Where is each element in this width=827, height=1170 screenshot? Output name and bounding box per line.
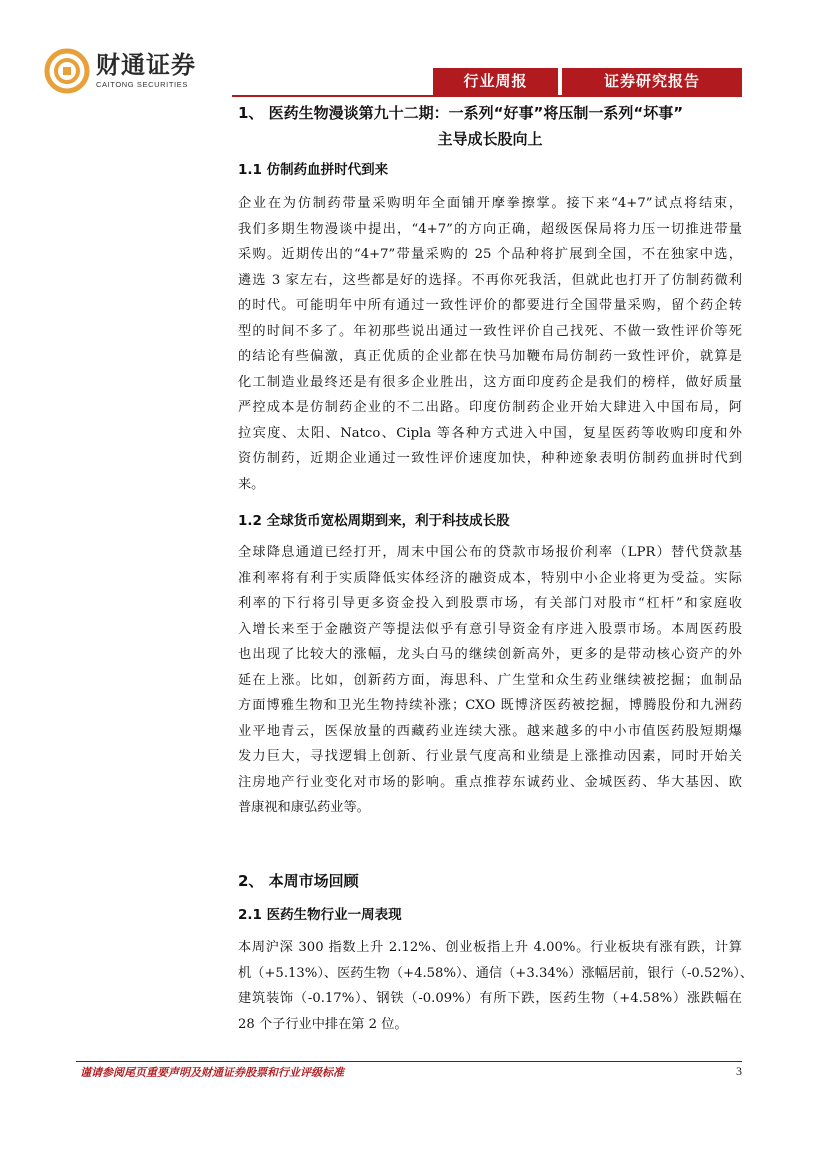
subsection-2-1-heading: 2.1 医药生物行业一周表现 bbox=[238, 907, 402, 923]
paragraph-line: 我们多期生物漫谈中提出，“4+7”的方向正确，超级医保局将力压一切推进带量 bbox=[238, 221, 742, 237]
subsection-1-2-heading: 1.2 全球货币宽松周期到来，利于科技成长股 bbox=[238, 513, 510, 529]
report-type-tag: 行业周报 bbox=[433, 68, 558, 95]
header-divider bbox=[232, 95, 742, 97]
paragraph-line: 的时代。可能明年中所有通过一致性评价的都要进行全国带量采购，留个药企转 bbox=[238, 298, 742, 313]
paragraph-line: 拉宾度、太阳、Natco、Cipla 等各种方式进入中国，复星医药等收购印度和外 bbox=[238, 425, 742, 441]
subsection-2-1-body bbox=[238, 935, 754, 1037]
footer-disclaimer: 谨请参阅尾页重要声明及财通证券股票和行业评级标准 bbox=[80, 1066, 344, 1079]
paragraph-line: 全球降息通道已经打开，周末中国公布的贷款市场报价利率（LPR）替代贷款基 bbox=[238, 545, 742, 560]
paragraph-line: 型的时间不多了。年初那些说出通过一致性评价自己找死、不做一致性评价等死 bbox=[238, 323, 742, 339]
paragraph-line: 入增长来至于金融资产等提法似乎有意引导资金有序进入股票市场。本周医药股 bbox=[238, 621, 742, 637]
paragraph-line: 建筑装饰（-0.17%）、钢铁（-0.09%）有所下跌，医药生物（+4.58%）涨跌幅在 bbox=[238, 991, 742, 1006]
paragraph-line: 发力巨大，寻找逻辑上创新、行业景气度高和业绩是上涨推动因素，同时开始关 bbox=[238, 749, 742, 764]
paragraph-line: 资仿制药，近期企业通过一致性评价速度加快，种种迹象表明仿制药血拼时代到 bbox=[238, 451, 742, 466]
footer-divider bbox=[76, 1061, 742, 1062]
section-1-title: 1、 医药生物漫谈第九十二期：一系列“好事”将压制一系列“坏事” bbox=[238, 104, 684, 122]
paragraph-line: 利率的下行将引导更多资金投入到股票市场，有关部门对股市“杠杆”和家庭收 bbox=[238, 596, 742, 611]
paragraph-line: 来。 bbox=[238, 476, 265, 492]
report-category-tag: 证券研究报告 bbox=[562, 68, 742, 95]
paragraph-line: 注房地产行业变化对市场的影响。重点推荐东诚药业、金城医药、华大基因、欧 bbox=[238, 774, 742, 790]
paragraph-line: 机（+5.13%）、医药生物（+4.58%）、通信（+3.34%）涨幅居前，银行（-0.52%）、 bbox=[238, 965, 754, 981]
paragraph-line: 的结论有些偏激，真正优质的企业都在快马加鞭布局仿制药一致性评价，就算是 bbox=[238, 349, 742, 364]
logo-chinese-name: 财通证券 bbox=[96, 51, 196, 80]
paragraph-line: 遴选 3 家左右，这些都是好的选择。不再你死我活，但就此也打开了仿制药微利 bbox=[238, 272, 742, 288]
paragraph-line: 企业在为仿制药带量采购明年全面铺开摩拳擦掌。接下来“4+7”试点将结束， bbox=[238, 196, 742, 211]
paragraph-line: 业平地青云，医保放量的西藏药业连续大涨。越来越多的中小市值医药股短期爆 bbox=[238, 723, 742, 739]
subsection-1-2-body bbox=[238, 540, 742, 821]
section-2-title: 2、 本周市场回顾 bbox=[238, 872, 359, 890]
paragraph-line: 28 个子行业中排在第 2 位。 bbox=[238, 1016, 408, 1032]
coin-logo-icon bbox=[44, 48, 90, 94]
logo-english-name: CAITONG SECURITIES bbox=[96, 80, 188, 90]
paragraph-line: 严控成本是仿制药企业的不二出路。印度仿制药企业开始大肆进入中国布局，阿 bbox=[238, 400, 742, 415]
paragraph-line: 采购。近期传出的“4+7”带量采购的 25 个品种将扩展到全国，不在独家中选， bbox=[238, 247, 742, 262]
page-number: 3 bbox=[736, 1064, 742, 1078]
paragraph-line: 延在上涨。比如，创新药方面，海思科、广生堂和众生药业继续被挖掘；血制品 bbox=[238, 672, 742, 688]
paragraph-line: 准利率将有利于实质降低实体经济的融资成本，特别中小企业将更为受益。实际 bbox=[238, 570, 742, 586]
company-logo bbox=[44, 48, 196, 94]
subsection-1-1-heading: 1.1 仿制药血拼时代到来 bbox=[238, 162, 389, 178]
paragraph-line: 本周沪深 300 指数上升 2.12%、创业板指上升 4.00%。行业板块有涨有跌，计算 bbox=[238, 940, 742, 955]
section-1-title-continued: 主导成长股向上 bbox=[437, 130, 543, 148]
paragraph-line: 普康视和康弘药业等。 bbox=[238, 800, 370, 815]
paragraph-line: 也出现了比较大的涨幅，龙头白马的继续创新高外，更多的是带动核心资产的外 bbox=[238, 647, 742, 662]
paragraph-line: 化工制造业最终还是有很多企业胜出，这方面印度药企是我们的榜样，做好质量 bbox=[238, 374, 742, 390]
subsection-1-1-body bbox=[238, 191, 742, 497]
paragraph-line: 方面博雅生物和卫光生物持续补涨；CXO 既博济医药被挖掘，博腾股份和九洲药 bbox=[238, 698, 742, 713]
